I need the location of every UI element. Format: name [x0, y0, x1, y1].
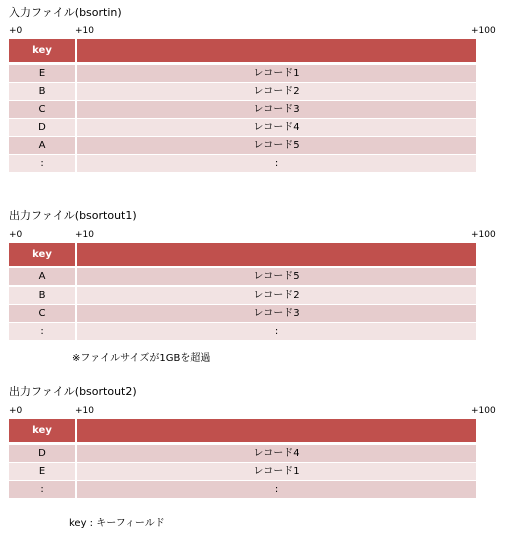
key-cell: :: [9, 155, 75, 172]
record-cell: レコード2: [77, 83, 476, 100]
scale-start: +0: [9, 406, 23, 416]
scale-start: +0: [9, 230, 23, 240]
key-cell: E: [9, 65, 75, 82]
table-row: [9, 119, 476, 136]
table-row: [9, 155, 476, 172]
key-cell: C: [9, 305, 75, 322]
key-header: key: [9, 39, 75, 62]
record-header: [77, 419, 476, 442]
scale-end: +100: [471, 406, 496, 416]
header-row: [9, 243, 476, 266]
record-header: [77, 243, 476, 266]
table-row: [9, 305, 476, 322]
table-row: [9, 445, 476, 462]
table-row: [9, 287, 476, 304]
scale-mid: +10: [75, 230, 94, 240]
record-cell: :: [77, 323, 476, 340]
section-title: 出力ファイル(bsortout2): [9, 385, 137, 398]
table-row: [9, 83, 476, 100]
table-row: [9, 323, 476, 340]
scale-mid: +10: [75, 406, 94, 416]
header-row: [9, 39, 476, 62]
record-cell: レコード5: [77, 137, 476, 154]
section-title: 出力ファイル(bsortout1): [9, 209, 137, 222]
table-row: [9, 268, 476, 285]
key-cell: :: [9, 481, 75, 498]
table-row: [9, 101, 476, 118]
key-header: key: [9, 243, 75, 266]
scale-start: +0: [9, 26, 23, 36]
record-cell: レコード3: [77, 305, 476, 322]
legend-note: key : キーフィールド: [69, 518, 165, 529]
key-cell: A: [9, 137, 75, 154]
table-row: [9, 481, 476, 498]
record-cell: レコード4: [77, 445, 476, 462]
scale-end: +100: [471, 26, 496, 36]
size-note: ※ファイルサイズが1GBを超過: [72, 353, 211, 364]
key-cell: D: [9, 119, 75, 136]
key-cell: :: [9, 323, 75, 340]
table-row: [9, 463, 476, 480]
record-cell: レコード1: [77, 463, 476, 480]
record-cell: :: [77, 481, 476, 498]
record-cell: レコード4: [77, 119, 476, 136]
record-header: [77, 39, 476, 62]
record-cell: :: [77, 155, 476, 172]
key-header: key: [9, 419, 75, 442]
key-cell: B: [9, 287, 75, 304]
key-cell: B: [9, 83, 75, 100]
record-cell: レコード3: [77, 101, 476, 118]
key-cell: A: [9, 268, 75, 285]
key-cell: C: [9, 101, 75, 118]
scale-end: +100: [471, 230, 496, 240]
key-cell: D: [9, 445, 75, 462]
scale-mid: +10: [75, 26, 94, 36]
table-row: [9, 137, 476, 154]
key-cell: E: [9, 463, 75, 480]
section-title: 入力ファイル(bsortin): [9, 6, 122, 19]
record-cell: レコード5: [77, 268, 476, 285]
record-cell: レコード2: [77, 287, 476, 304]
record-cell: レコード1: [77, 65, 476, 82]
header-row: [9, 419, 476, 442]
table-row: [9, 65, 476, 82]
